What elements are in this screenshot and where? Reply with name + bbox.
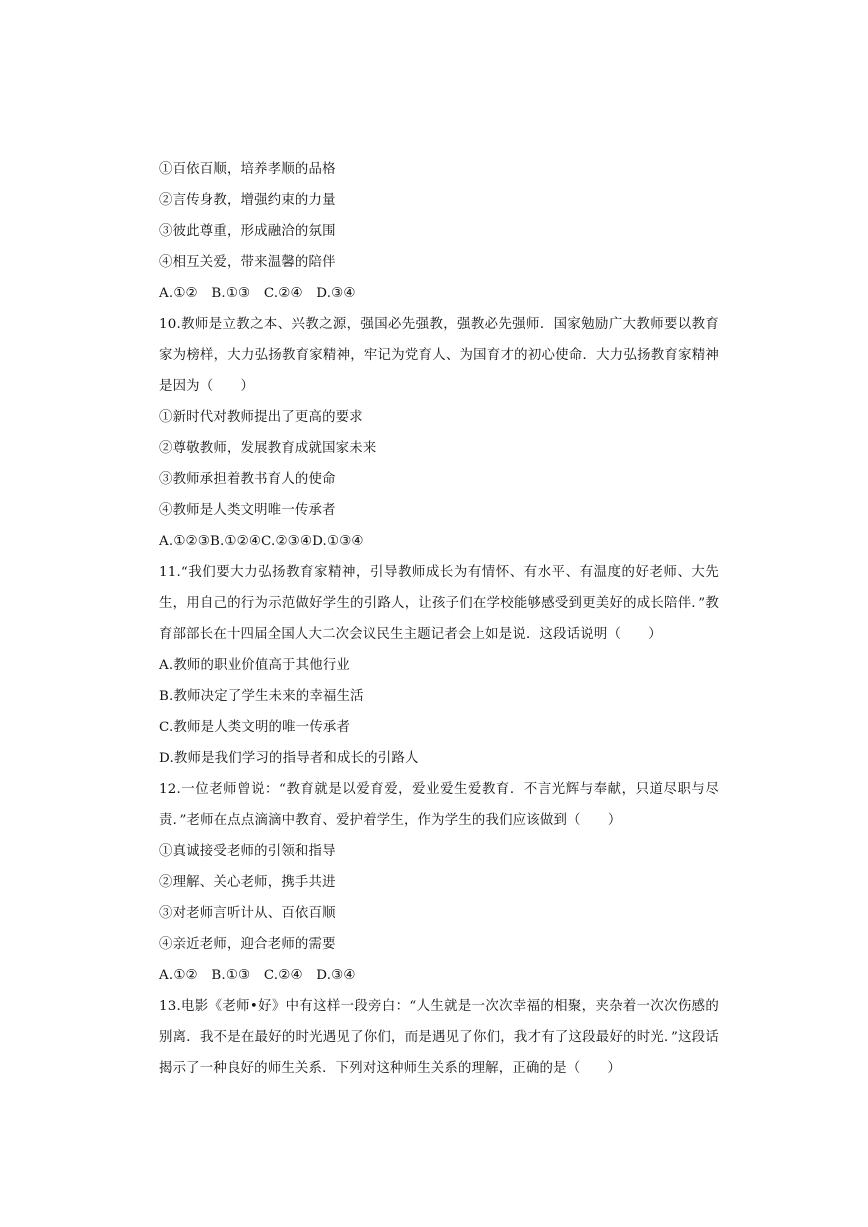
q10-option-3: ③教师承担着教书育人的使命 — [159, 472, 336, 487]
q12-option-3: ③对老师言听计从、百依百顺 — [159, 906, 336, 921]
q12-option-1: ①真诚接受老师的引领和指导 — [159, 844, 336, 859]
q11-choice-a: A.教师的职业价值高于其他行业 — [159, 658, 351, 673]
q10-option-1: ①新时代对教师提出了更高的要求 — [159, 410, 363, 425]
q9-choices: A.①② B.①③ C.②④ D.③④ — [159, 286, 356, 301]
q12-option-2: ②理解、关心老师，携手共进 — [159, 875, 336, 890]
exam-page — [159, 154, 719, 1084]
q10-option-2: ②尊敬教师，发展教育成就国家未来 — [159, 441, 377, 456]
q9-option-4: ④相互关爱，带来温馨的陪伴 — [159, 255, 336, 270]
q12-stem: 12.一位老师曾说：“教育就是以爱育爱，爱业爱生爱教育．不言光辉与奉献，只道尽职与尽责．”老师在点点滴滴中教育、爱护着学生，作为学生的我们应该做到（ ） — [159, 782, 719, 828]
q11-stem: 11.“我们要大力弘扬教育家精神，引导教师成长为有情怀、有水平、有温度的好老师、大先生，用自己的行为示范做好学生的引路人，让孩子们在学校能够感受到更美好的成长陪伴．”教育部部长在十四届全国人大二次会议民生主题记者会上如是说．这段话说明（ ） — [159, 565, 719, 642]
q9-option-1: ①百依百顺，培养孝顺的品格 — [159, 162, 336, 177]
q11-choice-d: D.教师是我们学习的指导者和成长的引路人 — [159, 751, 419, 766]
q9-option-2: ②言传身教，增强约束的力量 — [159, 193, 336, 208]
q12-option-4: ④亲近老师，迎合老师的需要 — [159, 937, 336, 952]
q10-choices: A.①②③B.①②④C.②③④D.①③④ — [159, 534, 364, 549]
q12-choices: A.①② B.①③ C.②④ D.③④ — [159, 968, 356, 983]
q11-choice-c: C.教师是人类文明的唯一传承者 — [159, 720, 351, 735]
q11-choice-b: B.教师决定了学生未来的幸福生活 — [159, 689, 364, 704]
q10-stem: 10.教师是立教之本、兴教之源，强国必先强教，强教必先强师．国家勉励广大教师要以教育家为榜样，大力弘扬教育家精神，牢记为党育人、为国育才的初心使命．大力弘扬教育家精神是因为（ ） — [159, 317, 719, 394]
q10-option-4: ④教师是人类文明唯一传承者 — [159, 503, 336, 518]
q13-stem: 13.电影《老师•好》中有这样一段旁白：“人生就是一次次幸福的相聚，夹杂着一次次伤感的别离．我不是在最好的时光遇见了你们，而是遇见了你们，我才有了这段最好的时光．”这段话揭示了一种良好的师生关系．下列对这种师生关系的理解，正确的是（ ） — [159, 999, 719, 1076]
q9-option-3: ③彼此尊重，形成融洽的氛围 — [159, 224, 336, 239]
